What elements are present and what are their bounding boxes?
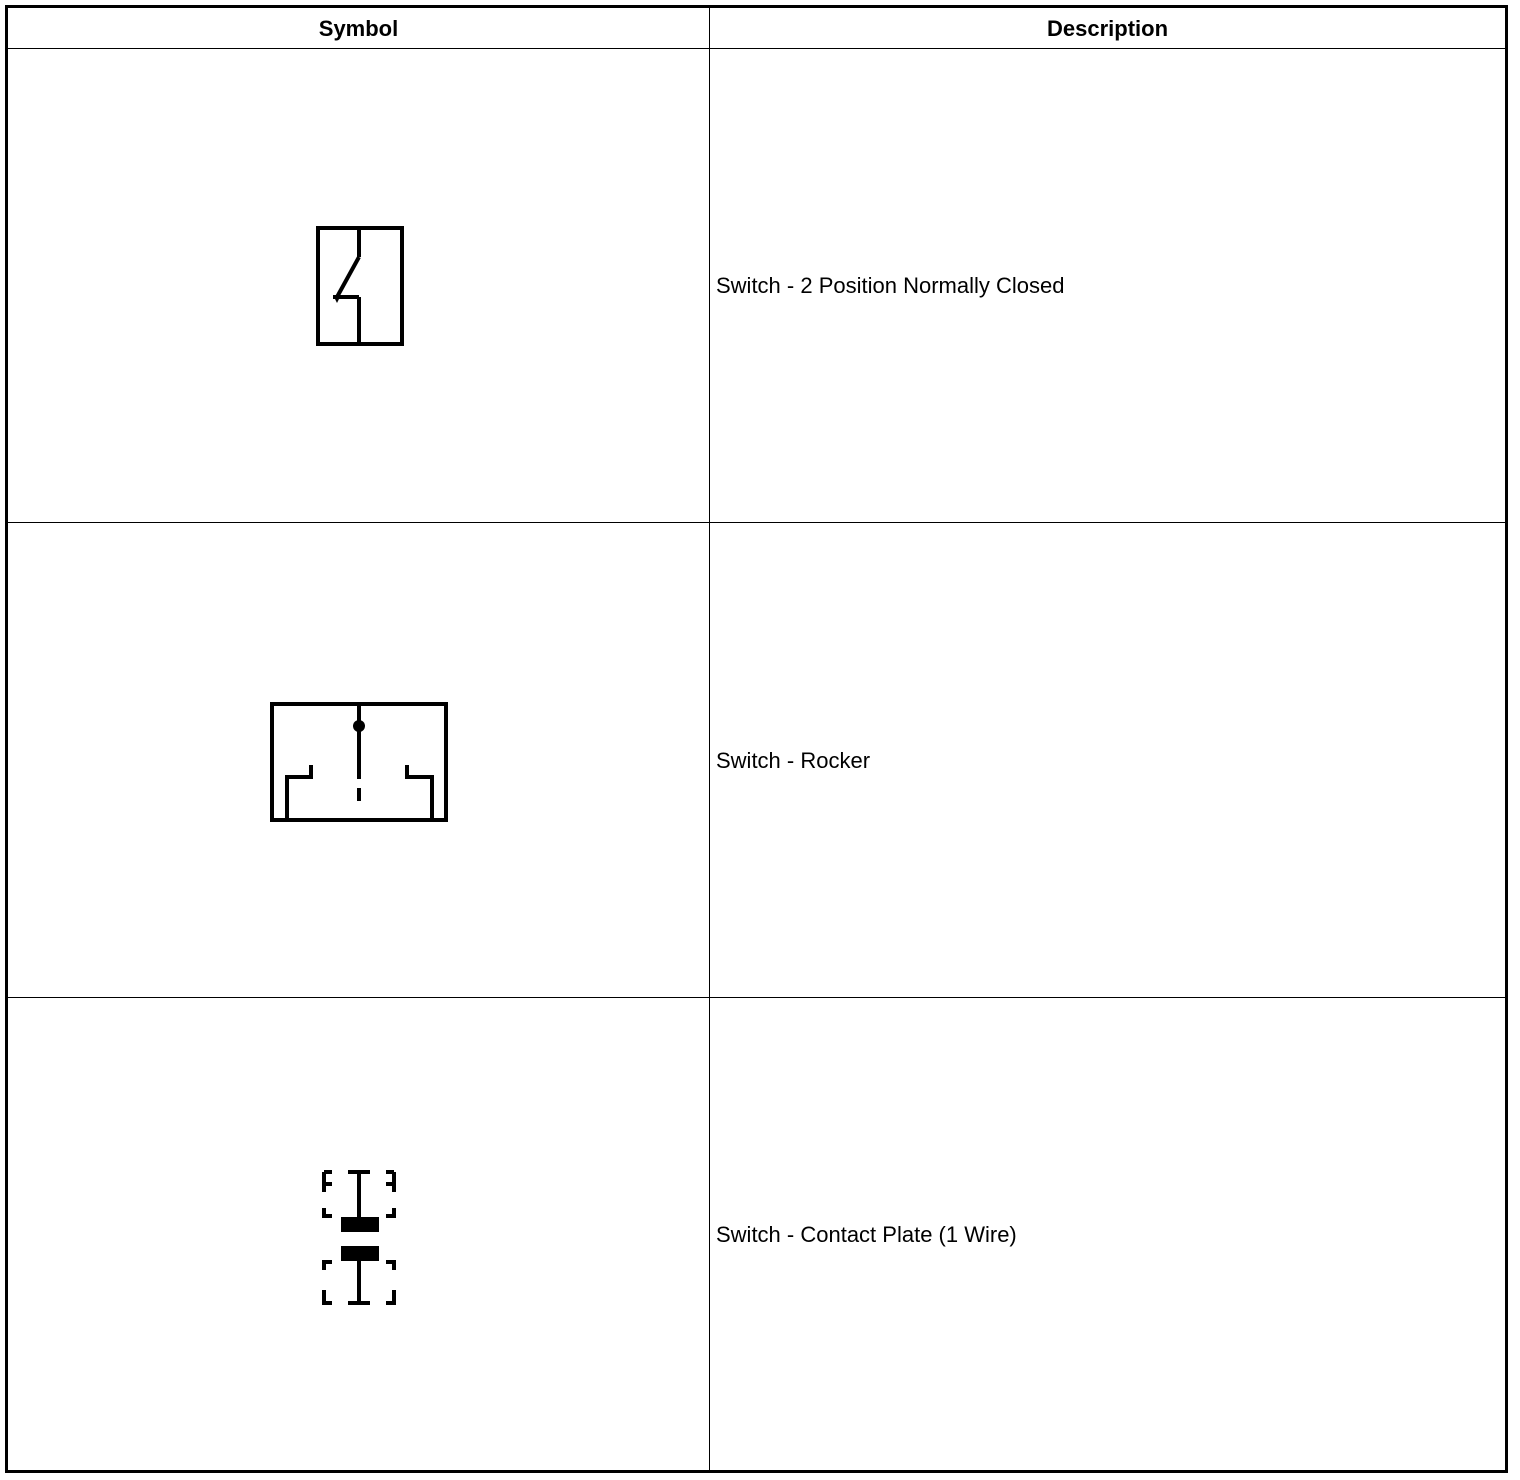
description-cell: Switch - Contact Plate (1 Wire) — [716, 1222, 1017, 1247]
switch-rocker-icon — [8, 524, 709, 998]
table-header-row — [8, 8, 1505, 49]
switch-2-position-normally-closed-icon — [8, 49, 709, 523]
symbol-cell — [8, 998, 709, 1472]
description-cell: Switch - Rocker — [716, 748, 871, 773]
symbol-cell — [8, 524, 709, 998]
symbol-cell — [8, 49, 709, 523]
symbol-legend-table — [5, 5, 1508, 1473]
table-row — [8, 49, 1505, 523]
description-cell: Switch - 2 Position Normally Closed — [716, 273, 1065, 298]
table-row — [8, 998, 1505, 1472]
header-symbol: Symbol — [318, 16, 399, 41]
switch-contact-plate-icon — [8, 998, 709, 1472]
table-row — [8, 524, 1505, 998]
header-description: Description — [1046, 16, 1169, 41]
